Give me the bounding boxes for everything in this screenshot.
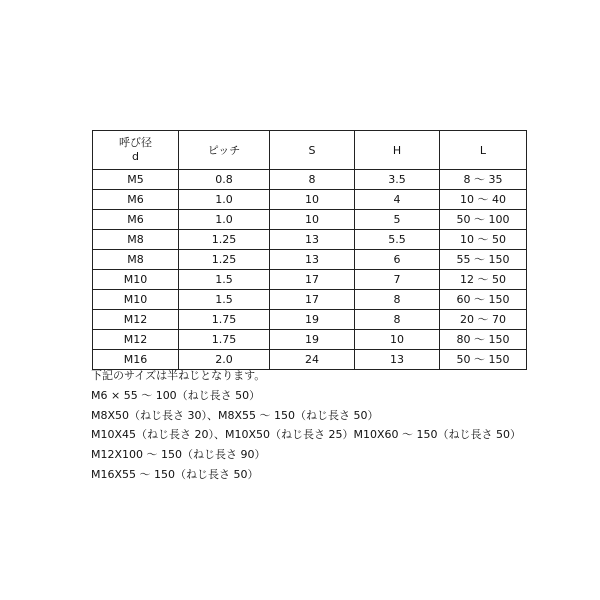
table-cell: M8 [93,250,179,270]
table-cell: 19 [270,310,355,330]
table-row [93,270,527,290]
table-row [93,290,527,310]
notes-block [91,366,521,485]
table-cell: M6 [93,190,179,210]
table-cell: 5 [355,210,440,230]
table-cell: 50 ～ 100 [440,210,527,230]
header-row [93,131,527,170]
header-label: 呼び径 [119,136,152,149]
table-cell: 17 [270,290,355,310]
header-label: ピッチ [207,143,241,157]
table-body [93,170,527,370]
table-row [93,170,527,190]
table-cell: 17 [270,270,355,290]
table-cell: 5.5 [355,230,440,250]
header-label: H [392,143,402,157]
table-cell: 1.25 [179,230,270,250]
table-cell: 1.0 [179,190,270,210]
table-cell: 10 ～ 40 [440,190,527,210]
table-header [93,131,527,170]
table-cell: 3.5 [355,170,440,190]
table-row [93,250,527,270]
table-cell: 0.8 [179,170,270,190]
table-cell: 12 ～ 50 [440,270,527,290]
table-row [93,210,527,230]
table-cell: 19 [270,330,355,350]
table-cell: 10 [355,330,440,350]
header-l [440,131,527,170]
table-cell: 13 [270,230,355,250]
table-cell: 2.0 [179,350,270,370]
table-cell: 8 [270,170,355,190]
header-label: L [479,143,487,157]
table-cell: 1.5 [179,290,270,310]
table-cell: 50 ～ 150 [440,350,527,370]
table-cell: 13 [355,350,440,370]
table-cell: 7 [355,270,440,290]
table-cell: M10 [93,270,179,290]
table-cell: M12 [93,330,179,350]
header-label: S [308,143,316,157]
table-cell: 55 ～ 150 [440,250,527,270]
table-cell: 13 [270,250,355,270]
header-pitch [179,131,270,170]
table-cell: 8 [355,290,440,310]
note-line: M6 × 55 ～ 100（ねじ長さ 50） [91,388,261,402]
note-line: M8X50（ねじ長さ 30）、M8X55 ～ 150（ねじ長さ 50） [91,408,379,422]
table-cell: 8 ～ 35 [440,170,527,190]
note-heading: 下記のサイズは半ねじとなります。 [91,369,266,382]
table-cell: M10 [93,290,179,310]
table-cell: M12 [93,310,179,330]
table-cell: 20 ～ 70 [440,310,527,330]
table-cell: 10 [270,210,355,230]
table-cell: M5 [93,170,179,190]
header-nominal-diameter [93,131,179,170]
table-cell: 1.5 [179,270,270,290]
table-cell: 1.75 [179,310,270,330]
table-cell: 4 [355,190,440,210]
bolt-spec-table [92,130,527,370]
header-s [270,131,355,170]
table-cell: 1.75 [179,330,270,350]
header-h [355,131,440,170]
table-cell: 80 ～ 150 [440,330,527,350]
table-row [93,230,527,250]
header-label: d [132,150,139,163]
note-line: M10X45（ねじ長さ 20）、M10X50（ねじ長さ 25）M10X60 ～ 150（ねじ長さ 50） [91,428,522,442]
table-cell: 8 [355,310,440,330]
table-cell: 10 [270,190,355,210]
note-line: M16X55 ～ 150（ねじ長さ 50） [91,467,259,481]
table-cell: M16 [93,350,179,370]
table-cell: 6 [355,250,440,270]
table-row [93,190,527,210]
note-line: M12X100 ～ 150（ねじ長さ 90） [91,448,266,462]
table-cell: 1.25 [179,250,270,270]
table-row [93,330,527,350]
table-cell: 10 ～ 50 [440,230,527,250]
table-row [93,310,527,330]
table-cell: 1.0 [179,210,270,230]
table-cell: 24 [270,350,355,370]
table-cell: M8 [93,230,179,250]
table-cell: M6 [93,210,179,230]
table-cell: 60 ～ 150 [440,290,527,310]
